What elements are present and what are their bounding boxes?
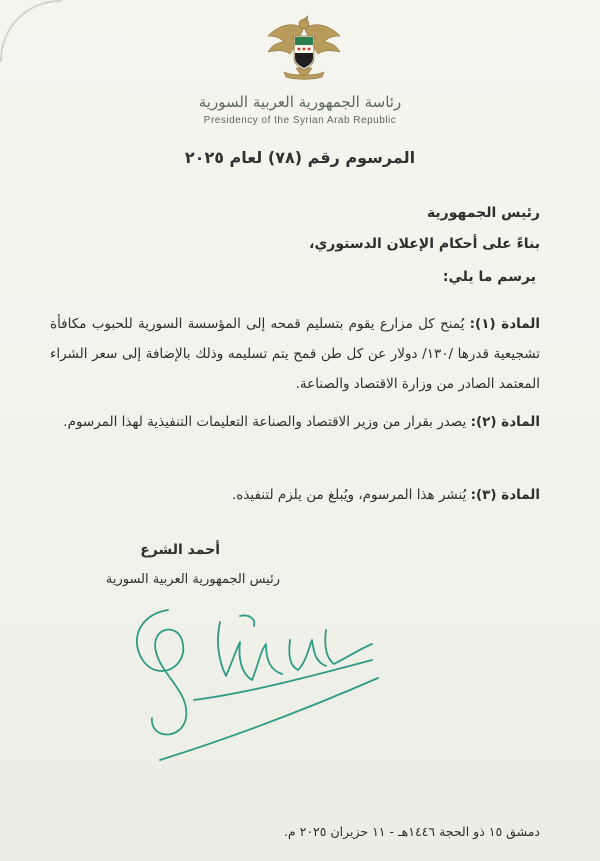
basis-line: بناءً على أحكام الإعلان الدستوري، [309, 236, 540, 252]
article-1 [50, 309, 540, 399]
date-place-line: دمشق ١٥ ذو الحجة ١٤٤٦هـ - ١١ حزيران ٢٠٢٥ م. [283, 824, 540, 839]
article-2-label: المادة (٢): [470, 414, 540, 430]
syrian-eagle-emblem-icon [262, 14, 346, 84]
decree-title: المرسوم رقم (٧٨) لعام ٢٠٢٥ [184, 148, 416, 167]
signatory-name: أحمد الشرع [140, 542, 220, 558]
article-2-text: يصدر بقرار من وزير الاقتصاد والصناعة التعليمات التنفيذية لهذا المرسوم. [63, 414, 467, 430]
handwritten-signature-icon [120, 600, 380, 770]
article-2 [50, 407, 540, 437]
article-3 [50, 480, 540, 510]
article-3-label: المادة (٣): [470, 487, 540, 503]
page-corner-ornament [0, 0, 62, 62]
article-3-text: يُنشر هذا المرسوم، ويُبلغ من يلزم لتنفيذه. [231, 487, 467, 503]
presidency-english-heading: Presidency of the Syrian Arab Republic [203, 115, 397, 126]
issuer-line: رئيس الجمهورية [426, 205, 540, 221]
presidency-arabic-heading: رئاسة الجمهورية العربية السورية [198, 93, 402, 111]
signatory-title: رئيس الجمهورية العربية السورية [105, 572, 280, 587]
article-1-text: يُمنح كل مزارع يقوم بتسليم قمحه إلى المؤسسة السورية للحبوب مكافأة تشجيعية قدرها /١٣٠/ دولار عن كل طن قمح يتم تسليمه وذلك بالإضافة إلى سعر الشراء المعتمد الصادر من وزارة الاقتصاد والصناعة. [50, 316, 540, 392]
decrees-line: يرسم ما يلي: [442, 269, 536, 285]
article-1-label: المادة (١): [469, 316, 540, 332]
